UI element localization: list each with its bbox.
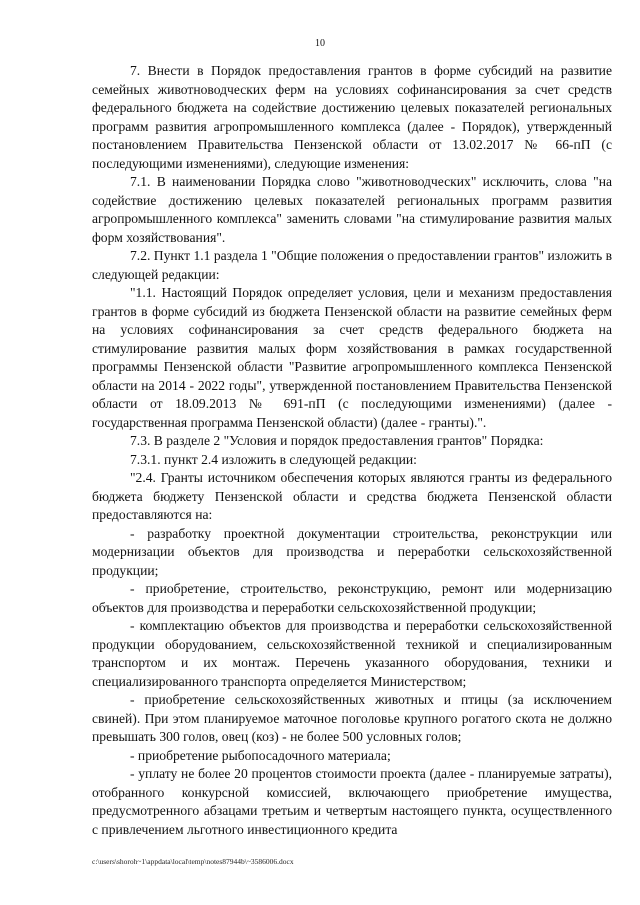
list-item-payment: - уплату не более 20 процентов стоимости проекта (далее - планируемые затраты), отобранного конкурсной комиссией, включающего приобретение имущества, предусмотренного абзацами третьим и четвертым настоящего пункта, осуществленного с привлечением льготного инвестиционного кредита — [92, 766, 612, 837]
list-item-livestock: - приобретение сельскохозяйственных животных и птицы (за исключением свиней). При этом планируемое маточное поголовье крупного рогатого скота не должно превышать 300 голов, овец (коз) - не более 500 условных голов; — [92, 692, 612, 744]
document-body — [92, 62, 612, 839]
paragraph-7-2: 7.2. Пункт 1.1 раздела 1 "Общие положения о предоставлении грантов" изложить в следующей редакции: — [92, 248, 612, 282]
paragraph-7-3: 7.3. В разделе 2 "Условия и порядок предоставления грантов" Порядка: — [130, 433, 544, 448]
paragraph-2-4-quote: "2.4. Гранты источником обеспечения которых являются гранты из федерального бюджета бюджету Пензенской области и средства бюджета Пензенской области предоставляются на: — [92, 470, 612, 522]
list-item-equipment: - комплектацию объектов для производства и переработки сельскохозяйственной продукции оборудованием, сельскохозяйственной техникой и специализированным транспортом и их монтаж. Перечень указанного оборудования, техники и специализированного транспорта определяется Министерством; — [92, 618, 612, 689]
paragraph-7-1: 7.1. В наименовании Порядка слово "животноводческих" исключить, слова "на содействие достижению целевых показателей региональных программ развития агропромышленного комплекса" заменить словами "на стимулирование развития малых форм хозяйствования". — [92, 174, 612, 245]
paragraph-7: 7. Внести в Порядок предоставления грантов в форме субсидий на развитие семейных животноводческих ферм на условиях софинансирования за счет средств федерального бюджета на содействие достижению целевых показателей региональных программ развития агропромышленного комплекса (далее - Порядок), утвержденный постановлением Правительства Пензенской области от 13.02.2017 № 66-пП (с последующими изменениями), следующие изменения: — [92, 63, 612, 171]
file-path-footer: c:\users\shoroh~1\appdata\local\temp\notes87944b\~3586006.docx — [92, 857, 294, 866]
paragraph-7-3-1: 7.3.1. пункт 2.4 изложить в следующей редакции: — [130, 451, 417, 467]
list-item-design-docs: - разработку проектной документации строительства, реконструкции или модернизации объектов для производства и переработки сельскохозяйственной продукции; — [92, 525, 612, 578]
paragraph-1-1-quote: "1.1. Настоящий Порядок определяет условия, цели и механизм предоставления грантов в форме субсидий из бюджета Пензенской области на развитие семейных ферм на условиях софинансирования за счет средств федерального бюджета на стимулирование развития малых форм хозяйствования в рамках государственной программы Пензенской области "Развитие агропромышленного комплекса Пензенской области на 2014 - 2022 годы", утвержденной постановлением Правительства Пензенской области от 18.09.2013 № 691-пП (с последующими изменениями) (далее - государственная программа Пензенской области) (далее - гранты).". — [92, 285, 612, 430]
list-item-acquisition: - приобретение, строительство, реконструкцию, ремонт или модернизацию объектов для производства и переработки сельскохозяйственной продукции; — [92, 581, 612, 615]
list-item-fish-stock: - приобретение рыбопосадочного материала; — [130, 747, 391, 763]
page-number: 10 — [315, 38, 325, 49]
